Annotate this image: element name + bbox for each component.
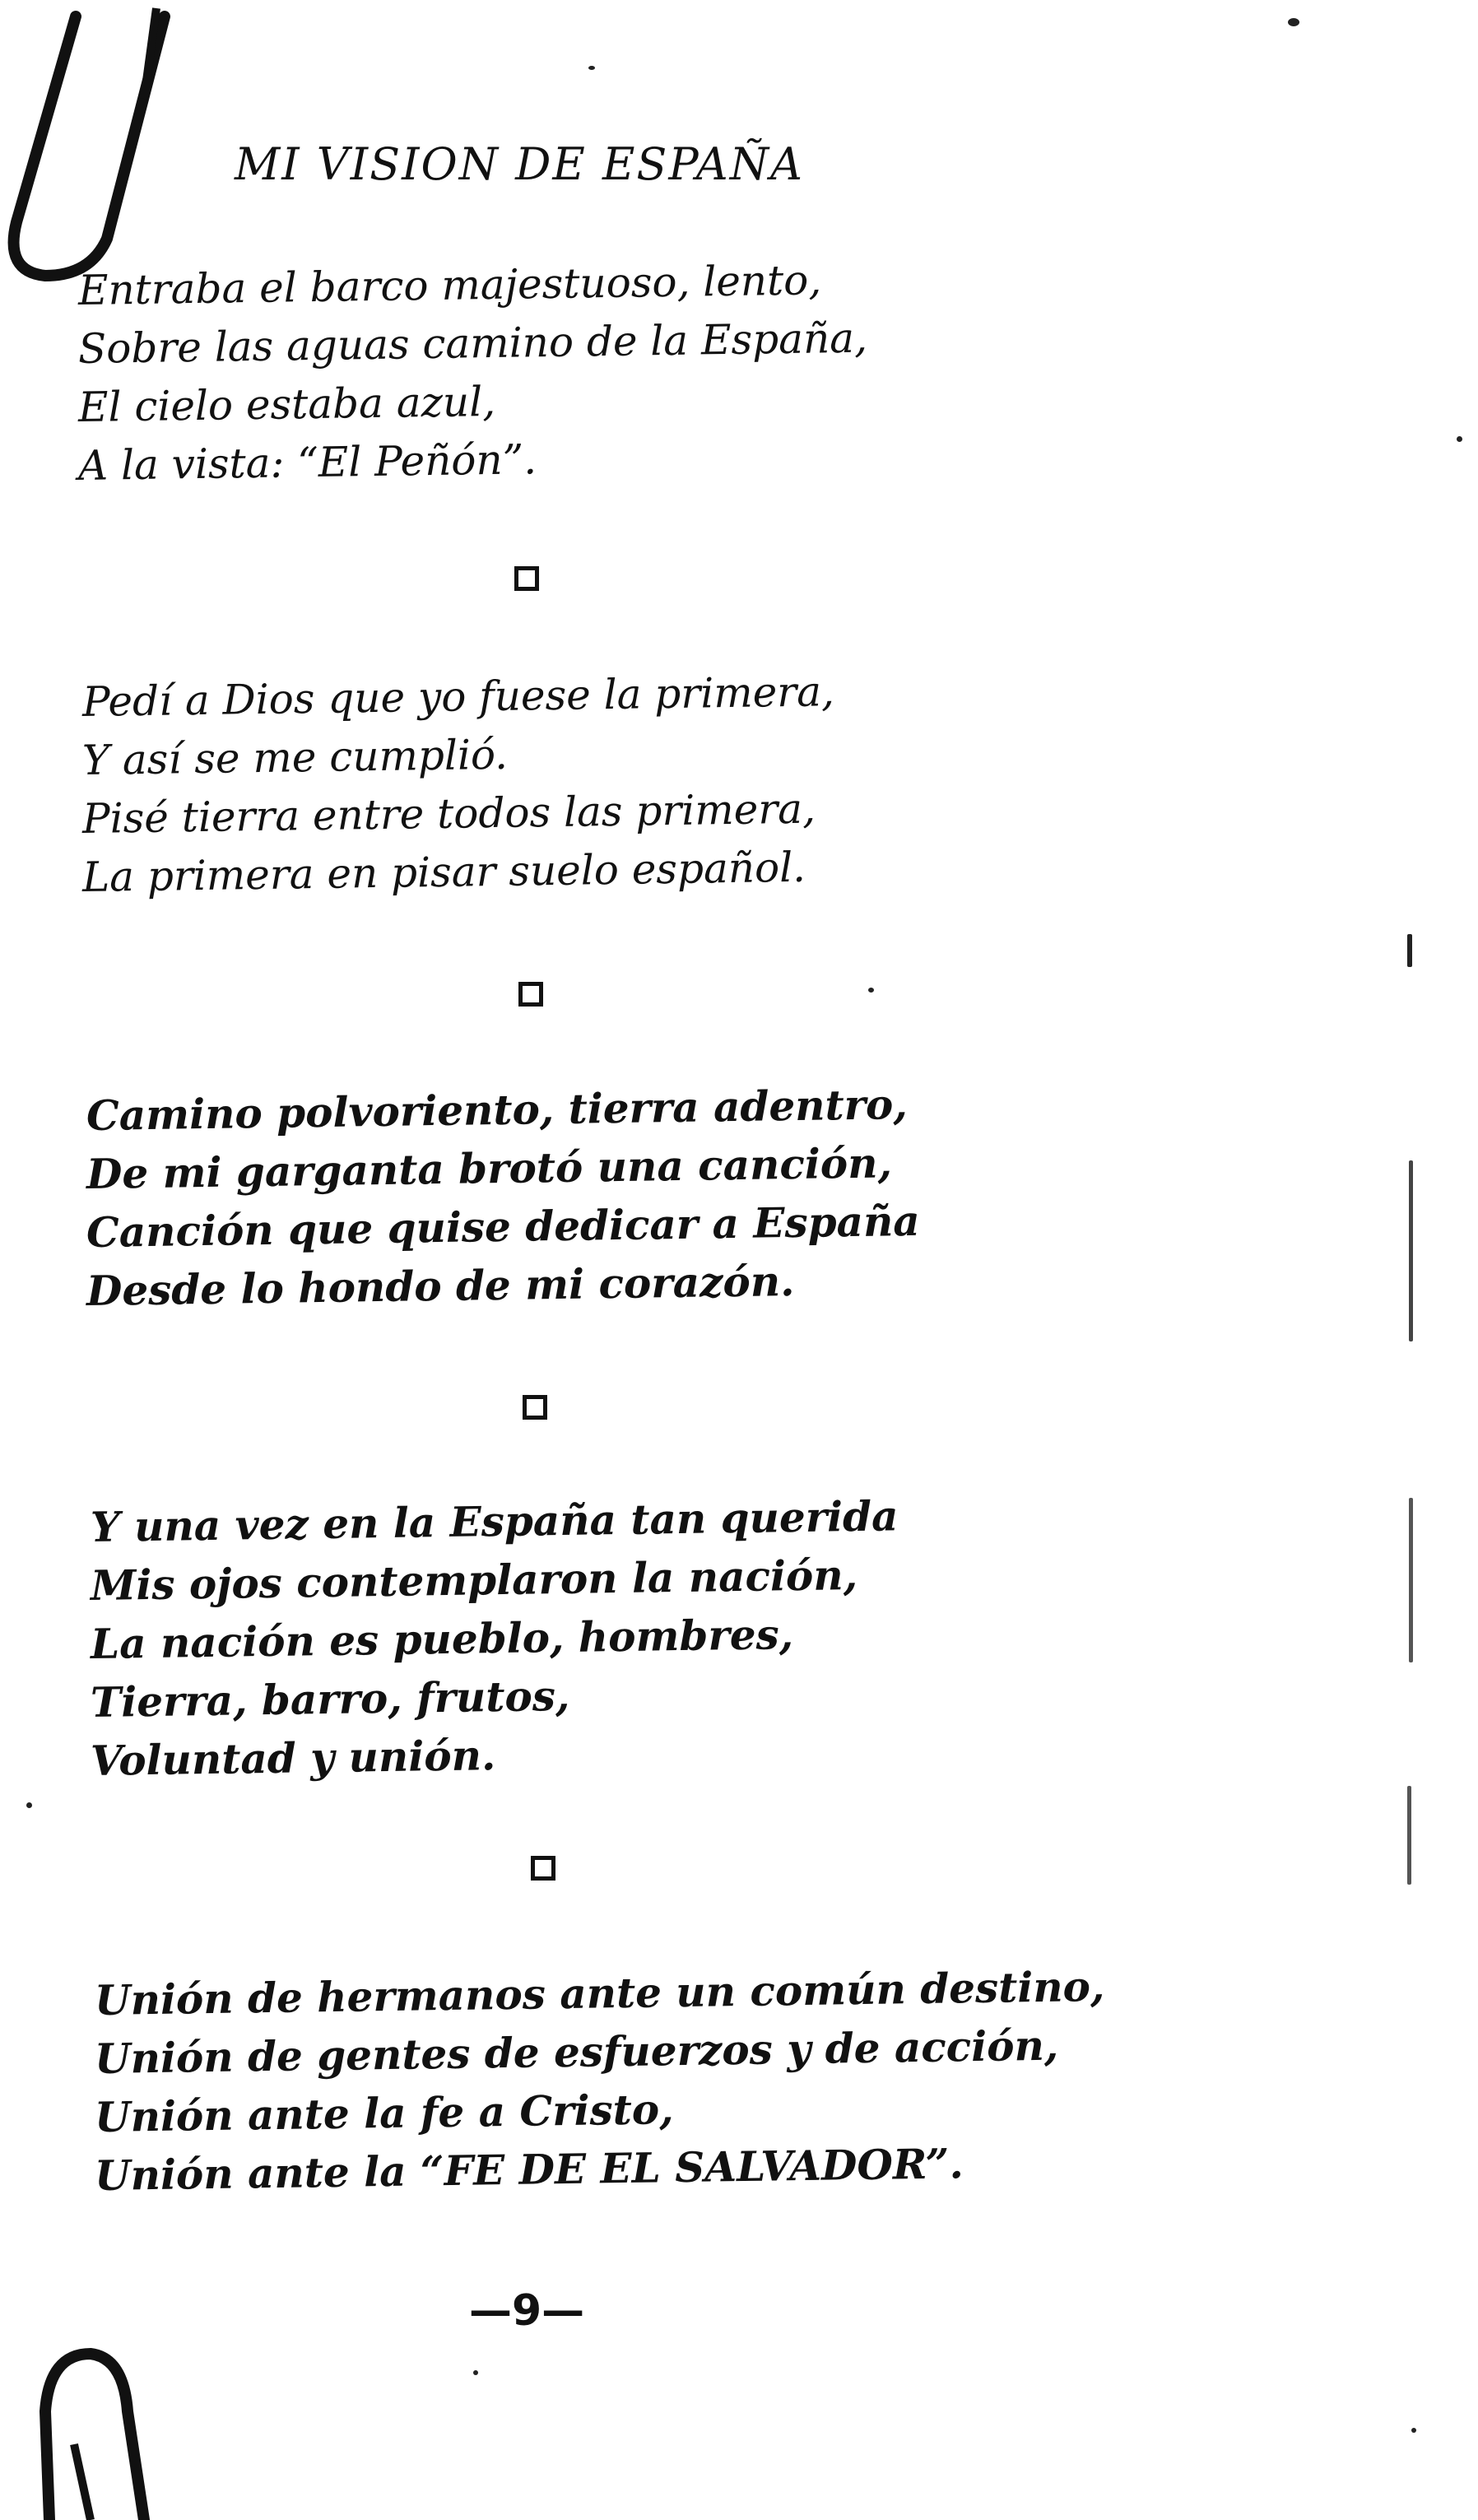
stanza-separator	[523, 1395, 547, 1420]
verse-line: Sobre las aguas camino de la España,	[77, 314, 868, 373]
verse-line: Unión de hermanos ante un común destino,	[94, 1961, 1105, 2025]
paper-clip-bottom-icon	[0, 2329, 189, 2520]
verse-line: Unión de gentes de esfuerzos y de acción,	[94, 2020, 1059, 2083]
scan-speck	[26, 1802, 32, 1808]
scan-speck	[868, 988, 874, 993]
scan-speck	[588, 66, 595, 70]
stanza-5	[94, 1961, 1105, 2205]
paper-clip-top-icon	[0, 0, 189, 296]
verse-line: Unión ante la fe a Cristo,	[94, 2085, 674, 2141]
scan-speck	[1409, 1498, 1413, 1662]
verse-line: Tierra, barro, frutos,	[90, 1671, 570, 1727]
scan-speck	[1407, 1786, 1411, 1885]
page-title: MI VISION DE ESPAÑA	[235, 138, 805, 190]
verse-line: Y así se me cumplió.	[81, 730, 509, 784]
scan-speck	[1288, 18, 1299, 26]
verse-line: Canción que quise dedicar a España	[86, 1196, 921, 1257]
scan-speck	[1457, 436, 1462, 442]
verse-line: La nación es pueblo, hombres,	[90, 1610, 794, 1668]
verse-line: Voluntad y unión.	[90, 1731, 496, 1785]
verse-line: Mis ojos contemplaron la nación,	[90, 1550, 858, 1610]
verse-line: El cielo estaba azul,	[77, 377, 496, 431]
page-number: —9—	[469, 2286, 585, 2336]
stanza-separator	[518, 982, 543, 1007]
verse-line: Entraba el barco majestuoso, lento,	[77, 256, 822, 314]
scan-speck	[473, 2370, 478, 2375]
verse-line: Y una vez en la España tan querida	[90, 1491, 899, 1551]
stanza-4	[90, 1491, 899, 1790]
stanza-1	[77, 256, 868, 495]
stanza-2	[81, 667, 835, 907]
verse-line: De mi garganta brotó una canción,	[86, 1138, 893, 1198]
verse-line: Desde lo hondo de mi corazón.	[86, 1256, 795, 1315]
verse-line: Camino polvoriento, tierra adentro,	[86, 1080, 909, 1140]
scan-speck	[1411, 2428, 1416, 2433]
verse-line: La primera en pisar suelo español.	[81, 843, 806, 901]
stanza-separator	[514, 566, 539, 591]
verse-line: Pedí a Dios que yo fuese la primera,	[81, 667, 835, 726]
verse-line: A la vista: “El Peñón”.	[77, 435, 537, 490]
stanza-3	[86, 1080, 921, 1320]
verse-line: Unión ante la “FE DE EL SALVADOR”.	[94, 2139, 964, 2200]
stanza-separator	[531, 1856, 555, 1881]
verse-line: Pisé tierra entre todos las primera,	[81, 784, 816, 843]
scan-speck	[1407, 934, 1412, 967]
scan-speck	[1409, 1160, 1413, 1341]
